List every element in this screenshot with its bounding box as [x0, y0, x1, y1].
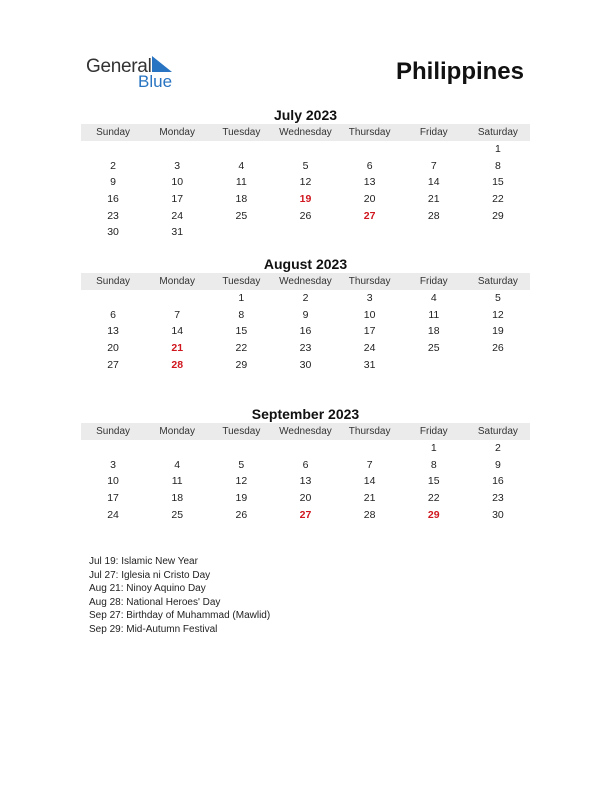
date-cell: 24	[171, 209, 184, 222]
date-cell: 23	[492, 492, 504, 505]
date-cell: 7	[366, 458, 373, 471]
holiday-date-cell: 27	[363, 209, 376, 222]
week-row	[81, 506, 530, 523]
holiday-date-cell: 27	[299, 508, 312, 521]
date-cell: 20	[299, 492, 312, 505]
date-cell: 19	[492, 325, 504, 338]
date-cell: 15	[492, 176, 504, 189]
date-cell: 10	[107, 475, 119, 488]
date-cell: 25	[235, 209, 248, 222]
date-cell: 24	[107, 508, 119, 521]
date-cell: 28	[363, 508, 376, 521]
logo-blue-text: Blue	[138, 72, 173, 91]
holiday-list-item: Sep 27: Birthday of Muhammad (Mawlid)	[89, 610, 271, 622]
date-cell: 10	[363, 308, 376, 321]
date-cell: 3	[366, 292, 373, 305]
holiday-list-item: Jul 19: Islamic New Year	[89, 556, 198, 567]
weekday-label: Wednesday	[279, 276, 332, 287]
weekday-header-row	[81, 273, 530, 290]
date-cell: 6	[366, 159, 373, 172]
weekday-label: Saturday	[477, 276, 518, 287]
date-cell: 12	[235, 475, 248, 488]
date-cell: 25	[171, 508, 184, 521]
logo-triangle-icon	[150, 56, 172, 72]
date-cell: 11	[171, 475, 183, 488]
weekday-label: Monday	[159, 276, 195, 287]
weekday-label: Saturday	[477, 127, 518, 138]
date-cell: 15	[235, 325, 248, 338]
month-august	[81, 255, 530, 373]
weekday-label: Friday	[419, 276, 448, 287]
holiday-date-cell: 21	[171, 342, 184, 355]
holiday-list-item: Jul 27: Iglesia ni Cristo Day	[89, 569, 211, 581]
date-cell: 21	[427, 193, 440, 206]
date-cell: 2	[110, 159, 116, 172]
date-cell: 11	[428, 308, 440, 321]
date-cell: 29	[492, 209, 504, 222]
weekday-header-row	[81, 423, 530, 440]
date-cell: 12	[299, 176, 312, 189]
date-cell: 29	[235, 358, 248, 371]
date-cell: 8	[494, 159, 501, 172]
date-cell: 10	[171, 176, 184, 189]
month-september	[81, 405, 530, 523]
date-cell: 13	[363, 176, 376, 189]
date-cell: 2	[302, 292, 309, 305]
date-cell: 23	[107, 209, 119, 222]
month-july	[81, 106, 530, 241]
date-cell: 5	[238, 458, 245, 471]
date-cell: 8	[430, 458, 437, 471]
weekday-label: Friday	[419, 426, 448, 437]
weekday-label: Thursday	[348, 276, 391, 287]
weekday-label: Monday	[159, 426, 195, 437]
holiday-date-cell: 29	[427, 508, 440, 521]
date-cell: 14	[171, 325, 184, 338]
date-cell: 4	[174, 458, 181, 471]
date-cell: 13	[299, 475, 312, 488]
holiday-list-item: Aug 28: National Heroes' Day	[89, 596, 221, 608]
holiday-date-cell: 28	[171, 358, 184, 371]
date-cell: 20	[363, 193, 376, 206]
weekday-label: Sunday	[96, 127, 131, 138]
date-cell: 11	[235, 176, 247, 189]
logo-general-text: General	[86, 56, 152, 77]
date-cell: 26	[299, 209, 312, 222]
week-row	[81, 307, 530, 324]
month-title: September 2023	[251, 406, 360, 422]
date-cell: 26	[492, 342, 504, 355]
date-cell: 14	[363, 475, 376, 488]
weekday-label: Thursday	[348, 127, 391, 138]
weekday-label: Friday	[419, 127, 448, 138]
date-cell: 23	[299, 342, 312, 355]
week-row	[81, 356, 530, 373]
date-cell: 18	[427, 325, 440, 338]
date-cell: 30	[299, 358, 312, 371]
date-cell: 20	[107, 342, 119, 355]
week-row	[81, 290, 530, 307]
weekday-label: Saturday	[477, 426, 518, 437]
date-cell: 5	[494, 292, 501, 305]
date-cell: 18	[171, 492, 184, 505]
date-cell: 15	[427, 475, 440, 488]
holiday-list-item: Sep 29: Mid-Autumn Festival	[89, 623, 218, 635]
date-cell: 9	[302, 308, 309, 321]
holiday-date-cell: 19	[299, 193, 312, 206]
date-cell: 9	[110, 176, 116, 189]
week-row	[81, 224, 530, 241]
date-cell: 16	[492, 475, 504, 488]
date-cell: 8	[238, 308, 245, 321]
date-cell: 12	[492, 308, 504, 321]
date-cell: 1	[494, 143, 501, 156]
weekday-label: Tuesday	[222, 127, 261, 138]
date-cell: 3	[174, 159, 181, 172]
week-row	[81, 174, 530, 191]
date-cell: 17	[171, 193, 184, 206]
weekday-label: Tuesday	[222, 426, 261, 437]
date-cell: 5	[302, 159, 309, 172]
date-cell: 13	[107, 325, 119, 338]
date-cell: 1	[238, 292, 245, 305]
weekday-label: Wednesday	[279, 426, 332, 437]
weekday-label: Wednesday	[279, 127, 332, 138]
date-cell: 4	[430, 292, 437, 305]
date-cell: 22	[492, 193, 504, 206]
date-cell: 24	[363, 342, 376, 355]
date-cell: 21	[363, 492, 376, 505]
week-row	[81, 158, 530, 175]
country-title: Philippines	[395, 58, 524, 85]
weekday-label: Thursday	[348, 426, 391, 437]
date-cell: 4	[238, 159, 245, 172]
date-cell: 31	[171, 226, 184, 239]
date-cell: 7	[174, 308, 181, 321]
date-cell: 25	[427, 342, 440, 355]
week-row	[81, 191, 530, 208]
week-row	[81, 340, 530, 357]
weekday-label: Sunday	[96, 426, 131, 437]
month-title: August 2023	[263, 256, 348, 272]
week-row	[81, 141, 530, 158]
date-cell: 22	[235, 342, 248, 355]
month-title: July 2023	[273, 107, 338, 123]
weekday-header-row	[81, 124, 530, 141]
date-cell: 18	[235, 193, 248, 206]
date-cell: 2	[494, 442, 501, 455]
week-row	[81, 323, 530, 340]
date-cell: 27	[107, 358, 119, 371]
date-cell: 17	[363, 325, 376, 338]
weekday-label: Sunday	[96, 276, 131, 287]
date-cell: 30	[492, 508, 504, 521]
date-cell: 16	[107, 193, 119, 206]
date-cell: 14	[427, 176, 440, 189]
date-cell: 22	[427, 492, 440, 505]
date-cell: 7	[430, 159, 437, 172]
date-cell: 1	[430, 442, 437, 455]
date-cell: 28	[427, 209, 440, 222]
date-cell: 3	[110, 458, 116, 471]
date-cell: 31	[363, 358, 376, 371]
date-cell: 16	[299, 325, 312, 338]
date-cell: 30	[107, 226, 119, 239]
week-row	[81, 473, 530, 490]
week-row	[81, 457, 530, 474]
holiday-list-item: Aug 21: Ninoy Aquino Day	[89, 583, 206, 595]
holiday-list	[89, 555, 270, 637]
weekday-label: Tuesday	[222, 276, 261, 287]
date-cell: 9	[494, 458, 501, 471]
date-cell: 26	[235, 508, 248, 521]
week-row	[81, 207, 530, 224]
date-cell: 17	[107, 492, 119, 505]
week-row	[81, 440, 530, 457]
weekday-label: Monday	[159, 127, 195, 138]
date-cell: 19	[235, 492, 248, 505]
date-cell: 6	[110, 308, 116, 321]
week-row	[81, 490, 530, 507]
generalblue-logo	[86, 56, 186, 92]
date-cell: 6	[302, 458, 309, 471]
